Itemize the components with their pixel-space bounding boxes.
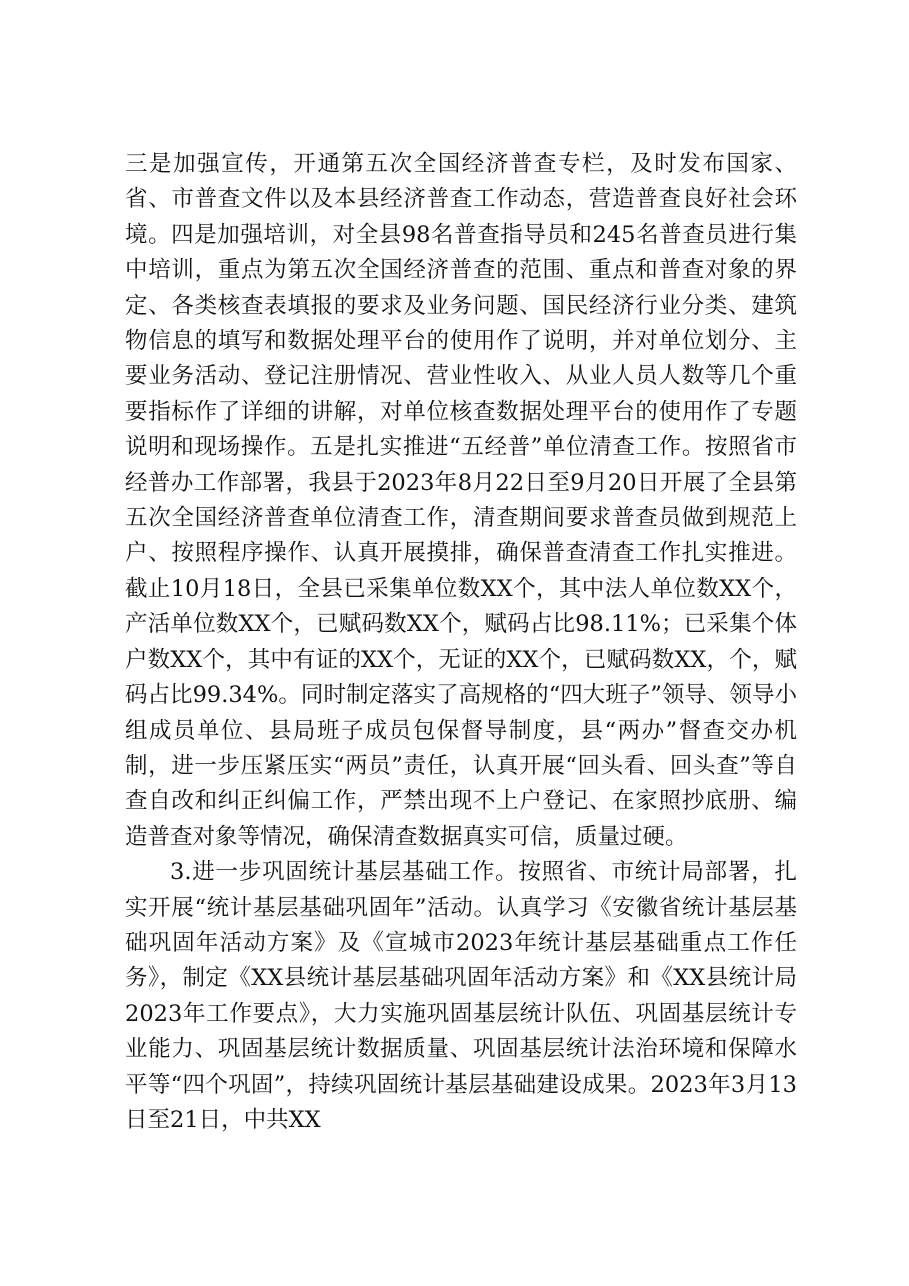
paragraph-section-3: 3.进一步巩固统计基层基础工作。按照省、市统计局部署，扎实开展“统计基层基础巩固年”活动。认真学习《安徽省统计基层基础巩固年活动方案》及《宣城市2023年统计基层基础重点工作任务》，制定《XX县统计基层基础巩固年活动方案》和《XX县统计局2023年工作要点》，大力实施巩固基层统计队伍、巩固基层统计专业能力、巩固基层统计数据质量、巩固基层统计法治环境和保障水平等“四个巩固”，持续巩固统计基层基础建设成果。2023年3月13日至21日，中共XX [125,859,797,1133]
body-text [125,147,797,1138]
paragraph-continuation: 三是加强宣传，开通第五次全国经济普查专栏，及时发布国家、省、市普查文件以及本县经济普查工作动态，营造普查良好社会环境。四是加强培训，对全县98名普查指导员和245名普查员进行集中培训，重点为第五次全国经济普查的范围、重点和普查对象的界定、各类核查表填报的要求及业务问题、国民经济行业分类、建筑物信息的填写和数据处理平台的使用作了说明，并对单位划分、主要业务活动、登记注册情况、营业性收入、从业人员人数等几个重要指标作了详细的讲解，对单位核查数据处理平台的使用作了专题说明和现场操作。五是扎实推进“五经普”单位清查工作。按照省市经普办工作部署，我县于2023年8月22日至9月20日开展了全县第五次全国经济普查单位清查工作，清查期间要求普查员做到规范上户、按照程序操作、认真开展摸排，确保普查清查工作扎实推进。截止10月18日，全县已采集单位数XX个，其中法人单位数XX个，产活单位数XX个，已赋码数XX个，赋码占比98.11%；已采集个体户数XX个，其中有证的XX个，无证的XX个，已赋码数XX，个，赋码占比99.34%。同时制定落实了高规格的“四大班子”领导、领导小组成员单位、县局班子成员包保督导制度，县“两办”督查交办机制，进一步压紧压实“两员”责任，认真开展“回头看、回头查”等自查自改和纠正纠偏工作，严禁出现不上户登记、在家照抄底册、编造普查对象等情况，确保清查数据真实可信，质量过硬。 [125,151,797,850]
